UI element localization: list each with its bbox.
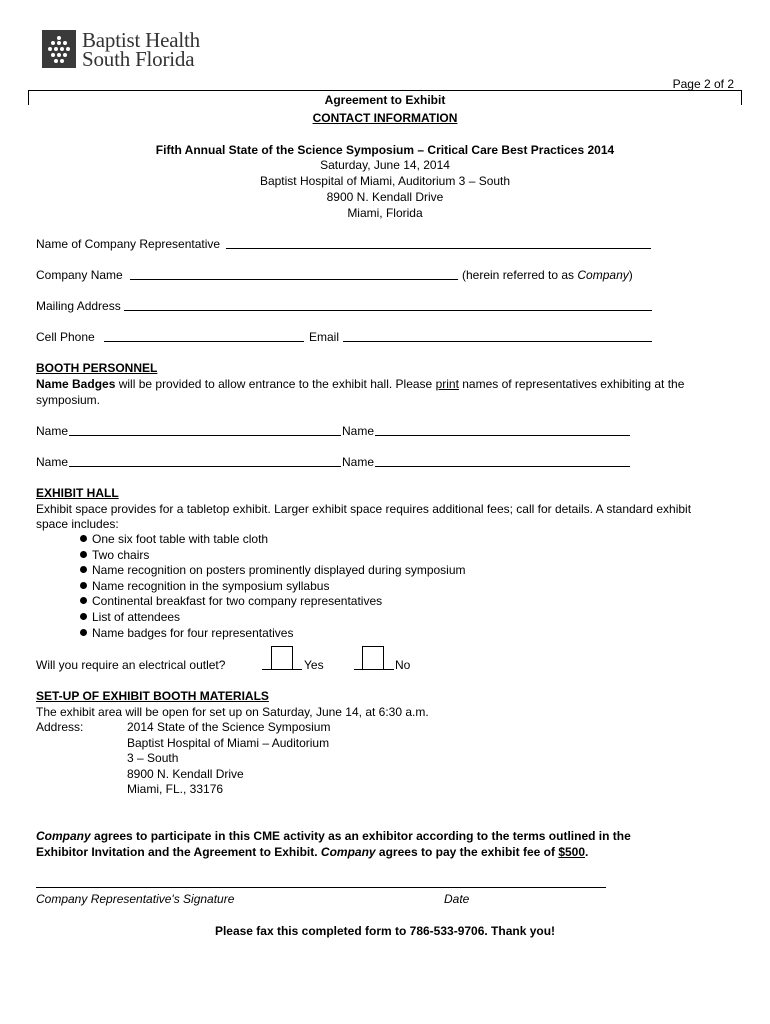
bullet-icon <box>80 566 87 573</box>
outlet-question: Will you require an electrical outlet? <box>36 658 226 672</box>
bullet-icon <box>80 613 87 620</box>
event-city: Miami, Florida <box>347 206 423 220</box>
pineapple-icon <box>42 30 76 68</box>
address-line: Baptist Hospital of Miami – Auditorium <box>127 735 330 750</box>
list-item: One six foot table with table cloth <box>80 532 466 548</box>
agreement-line-2: Exhibitor Invitation and the Agreement to Exhibit. Company agrees to pay the exhibit fee of $500. <box>36 845 589 859</box>
outlet-yes-label: Yes <box>304 658 324 672</box>
list-item: Name recognition in the symposium syllabus <box>80 579 466 595</box>
name-badges-text-cont: symposium. <box>36 393 101 407</box>
logo-line-2: South Florida <box>82 47 195 71</box>
address-line: Miami, FL., 33176 <box>127 782 224 797</box>
exhibit-hall-heading: EXHIBIT HALL <box>36 486 119 500</box>
bullet-icon <box>80 629 87 636</box>
setup-desc: The exhibit area will be open for set up on Saturday, June 14, at 6:30 a.m. <box>36 705 429 719</box>
rep-name-label: Name of Company Representative <box>36 237 221 251</box>
personnel-name-label-4: Name <box>342 455 375 469</box>
logo-line-1: Baptist Health <box>82 28 200 52</box>
personnel-name-field-3[interactable] <box>69 466 341 467</box>
address-label: Address: <box>36 720 84 734</box>
event-street: 8900 N. Kendall Drive <box>326 190 444 204</box>
signature-field[interactable] <box>36 887 606 888</box>
personnel-name-field-4[interactable] <box>375 466 630 467</box>
fax-instructions: Please fax this completed form to 786-533-9706. Thank you! <box>214 924 556 938</box>
name-badges-text: Name Badges will be provided to allow entrance to the exhibit hall. Please print names of representatives exhibiting at the <box>36 377 685 391</box>
email-label: Email <box>309 330 340 344</box>
address-line: 2014 State of the Science Symposium <box>127 720 331 734</box>
rep-name-field[interactable] <box>226 248 651 249</box>
company-name-label: Company Name <box>36 268 123 282</box>
personnel-name-label-1: Name <box>36 424 69 438</box>
mailing-address-field[interactable] <box>124 310 652 311</box>
exhibit-desc-2: space includes: <box>36 517 119 531</box>
list-item: Name recognition on posters prominently displayed during symposium <box>80 563 466 579</box>
baptist-health-logo <box>42 30 242 72</box>
cell-phone-field[interactable] <box>104 341 304 342</box>
list-item: Name badges for four representatives <box>80 626 466 642</box>
signature-label: Company Representative's Signature <box>36 892 235 906</box>
setup-address <box>127 720 330 798</box>
bullet-icon <box>80 597 87 604</box>
personnel-name-label-2: Name <box>342 424 375 438</box>
personnel-name-field-1[interactable] <box>69 435 341 436</box>
list-item: Two chairs <box>80 548 466 564</box>
exhibit-desc-1: Exhibit space provides for a tabletop exhibit. Larger exhibit space requires additional fees; call for details. A standard exhibit <box>36 502 692 516</box>
booth-personnel-heading: BOOTH PERSONNEL <box>36 361 158 375</box>
exhibit-includes-list <box>80 532 466 641</box>
outlet-no-checkbox[interactable] <box>362 646 384 670</box>
email-field[interactable] <box>343 341 652 342</box>
date-label: Date <box>444 892 470 906</box>
event-name: Fifth Annual State of the Science Symposium – Critical Care Best Practices 2014 <box>155 143 615 157</box>
bullet-icon <box>80 582 87 589</box>
setup-heading: SET-UP OF EXHIBIT BOOTH MATERIALS <box>36 689 269 703</box>
list-item: Continental breakfast for two company representatives <box>80 594 466 610</box>
company-name-field[interactable] <box>130 279 458 280</box>
address-line: 8900 N. Kendall Drive <box>127 766 244 781</box>
list-item: List of attendees <box>80 610 466 626</box>
company-name-note: (herein referred to as Company) <box>462 268 633 282</box>
bullet-icon <box>80 535 87 542</box>
outlet-yes-checkbox[interactable] <box>271 646 293 670</box>
cell-phone-label: Cell Phone <box>36 330 95 344</box>
event-venue: Baptist Hospital of Miami, Auditorium 3 – South <box>259 174 511 188</box>
agreement-line-1: Company agrees to participate in this CME activity as an exhibitor according to the terms outlined in the <box>36 829 631 843</box>
form-title: Agreement to Exhibit <box>324 93 446 107</box>
mailing-address-label: Mailing Address <box>36 299 121 313</box>
outlet-no-label: No <box>395 658 411 672</box>
section-title-contact: CONTACT INFORMATION <box>312 111 458 125</box>
personnel-name-field-2[interactable] <box>375 435 630 436</box>
page-number: Page 2 of 2 <box>672 77 734 91</box>
personnel-name-label-3: Name <box>36 455 69 469</box>
event-date: Saturday, June 14, 2014 <box>320 158 450 172</box>
address-line: 3 – South <box>127 751 179 766</box>
bullet-icon <box>80 551 87 558</box>
